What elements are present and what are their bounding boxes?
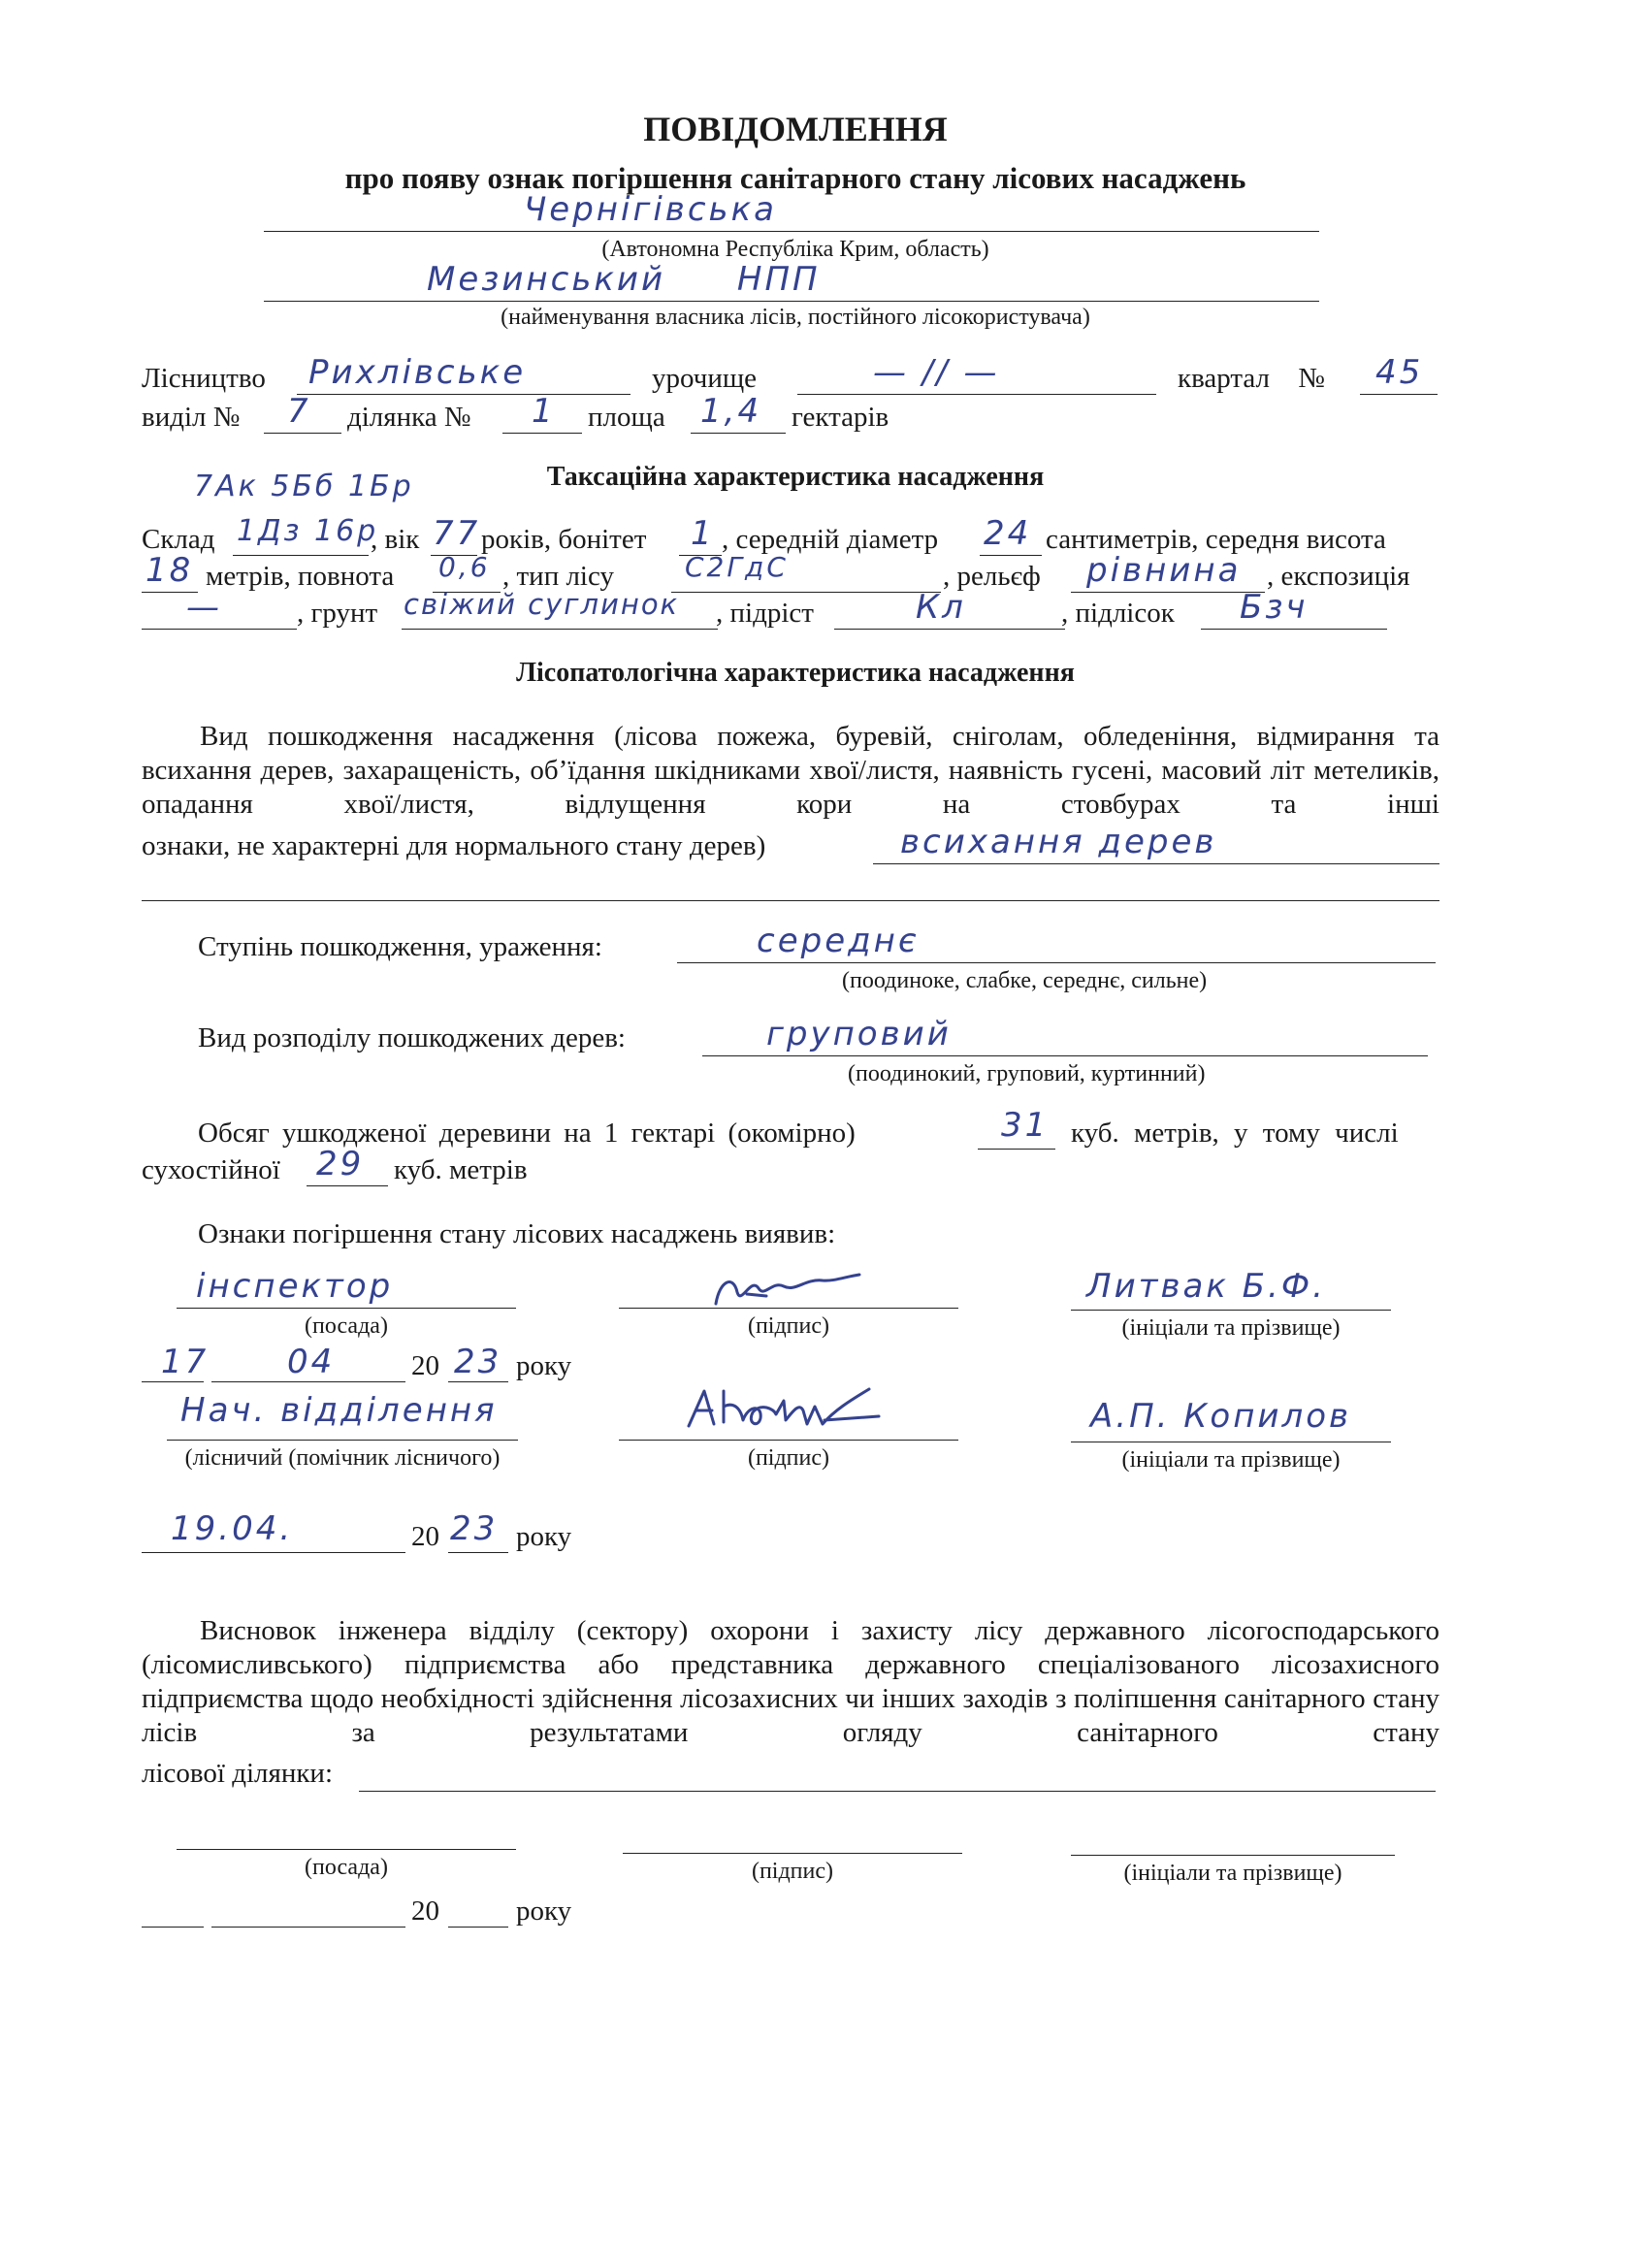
first-year-line: [448, 1381, 508, 1382]
section-line: [264, 433, 341, 434]
second-date-value: 19.04.: [171, 1509, 294, 1548]
first-day-line: [142, 1381, 204, 1382]
soil-line: [402, 629, 718, 630]
second-year-suffix: року: [516, 1521, 572, 1552]
quarter-value: 45: [1375, 353, 1424, 392]
tract-line: [797, 394, 1156, 395]
tract-label: урочище: [652, 363, 758, 394]
second-year-prefix: 20: [411, 1521, 439, 1552]
height-unit: метрів, повнота: [206, 561, 395, 592]
second-position-caption: (лісничий (помічник лісничого): [184, 1445, 501, 1471]
conclusion-signature-line: [623, 1853, 962, 1854]
conclusion-year-suffix: року: [516, 1895, 572, 1927]
first-signature-caption: (підпис): [747, 1313, 830, 1339]
damage-type-line-2: [142, 900, 1439, 901]
dry-line: [307, 1185, 388, 1186]
owner-value: Мезинський НПП: [427, 260, 821, 299]
conclusion-name-caption: (ініціали та прізвище): [1123, 1861, 1342, 1886]
first-position-caption: (посада): [305, 1313, 388, 1339]
volume-value: 31: [1001, 1106, 1050, 1145]
distribution-caption: (поодинокий, груповий, куртинний): [848, 1061, 1206, 1086]
exposition-value: —: [186, 588, 222, 627]
diameter-unit: сантиметрів, середня висота: [1046, 524, 1386, 555]
forest-type-line: [671, 592, 941, 593]
volume-text-2: куб. метрів, у тому числі: [1071, 1118, 1399, 1149]
soil-value: свіжий суглинок: [404, 588, 680, 621]
second-signature-line: [619, 1440, 958, 1441]
conclusion-position-caption: (посада): [305, 1855, 388, 1880]
document-subtitle: про появу ознак погіршення санітарного стану лісових насаджень: [344, 161, 1246, 195]
diameter-value: 24: [984, 514, 1032, 553]
second-position-value: Нач. відділення: [180, 1391, 498, 1430]
diameter-line: [980, 555, 1042, 556]
exposition-label: , експозиція: [1267, 561, 1410, 592]
second-signature-image: [679, 1381, 892, 1440]
density-value: 0,6: [438, 551, 491, 583]
underbrush-label: , підлісок: [1061, 598, 1175, 629]
area-line: [691, 433, 786, 434]
undergrowth-line: [834, 629, 1065, 630]
first-signature-image: [708, 1267, 863, 1312]
conclusion-day-line: [142, 1927, 204, 1928]
age-value: 77: [433, 514, 481, 553]
forestry-line: [297, 394, 630, 395]
conclusion-text: Висновок інженера відділу (сектору) охорони і захисту лісу державного лісогосподарського (лісомисливського) підприємства або представника державного спеціалізованого лісозахисного підприємства щодо необхідності здійснення лісозахисних чи інших заходів з поліпшення санітарного стану лісів за результатами огляду санітарного стану: [142, 1615, 1439, 1748]
conclusion-signature-caption: (підпис): [751, 1859, 834, 1884]
conclusion-name-line: [1071, 1855, 1395, 1856]
conclusion-position-line: [177, 1849, 516, 1850]
relief-value: рівнина: [1086, 551, 1242, 590]
first-month-line: [211, 1381, 405, 1382]
area-unit: гектарів: [792, 402, 889, 433]
composition-label: Склад: [142, 524, 215, 555]
conclusion-year-line: [448, 1927, 508, 1928]
damage-type-text: Вид пошкодження насадження (лісова пожежа, буревій, сніголам, обледеніння, відмирання та всихання дерев, захаращеність, об’їдання шкідниками хвої/листя, наявність гусені, масовий літ метеликів, опадання хвої/листя, відлущення кори на стовбурах та інші: [142, 721, 1439, 820]
degree-caption: (поодиноке, слабке, середнє, сильне): [842, 968, 1208, 993]
plot-value: 1: [532, 392, 556, 431]
tract-value: — // —: [873, 353, 1000, 392]
owner-caption: (найменування власника лісів, постійного лісокористувача): [501, 305, 1090, 330]
relief-label: , рельєф: [943, 561, 1041, 592]
pathology-heading: Лісопатологічна характеристика насадження: [516, 658, 1075, 688]
distribution-value: груповий: [766, 1015, 952, 1053]
first-month-value: 04: [287, 1343, 336, 1381]
degree-line: [677, 962, 1436, 963]
conclusion-line: [359, 1791, 1436, 1792]
underbrush-line: [1201, 629, 1387, 630]
degree-label: Ступінь пошкодження, ураження:: [198, 931, 602, 962]
first-name-value: Литвак Б.Ф.: [1086, 1267, 1326, 1306]
second-year-line: [448, 1552, 508, 1553]
conclusion-year-prefix: 20: [411, 1895, 439, 1927]
first-year-value: 23: [454, 1343, 502, 1381]
damage-type-value: всихання дерев: [900, 823, 1217, 861]
second-position-line: [167, 1440, 518, 1441]
region-value: Чернігівська: [524, 190, 777, 229]
document-title: ПОВІДОМЛЕННЯ: [643, 110, 948, 148]
height-value: 18: [146, 551, 194, 590]
first-name-line: [1071, 1310, 1391, 1311]
taxation-heading: Таксаційна характеристика насадження: [546, 462, 1045, 492]
second-signature-caption: (підпис): [747, 1445, 830, 1471]
region-caption: (Автономна Республіка Крим, область): [601, 237, 989, 262]
quarter-label: квартал №: [1178, 363, 1325, 394]
detected-label: Ознаки погіршення стану лісових насаджень виявив:: [198, 1218, 836, 1249]
diameter-label: , середній діаметр: [722, 524, 939, 555]
forest-type-value: С2ГдС: [685, 551, 789, 583]
forest-type-label: , тип лісу: [502, 561, 614, 592]
conclusion-last-line: лісової ділянки:: [142, 1758, 334, 1789]
second-date-line: [142, 1552, 405, 1553]
first-year-prefix: 20: [411, 1350, 439, 1381]
relief-line: [1071, 592, 1265, 593]
age-label: , вік: [371, 524, 420, 555]
plot-line: [502, 433, 582, 434]
forestry-value: Рихлівське: [308, 353, 527, 392]
forestry-label: Лісництво: [142, 363, 266, 394]
dry-value: 29: [316, 1145, 365, 1183]
area-value: 1,4: [700, 392, 762, 431]
distribution-label: Вид розподілу пошкоджених дерев:: [198, 1022, 626, 1053]
second-year-value: 23: [450, 1509, 499, 1548]
bonitet-value: 1: [691, 514, 715, 553]
undergrowth-label: , підріст: [716, 598, 814, 629]
damage-type-last-line: ознаки, не характерні для нормального стану дерев): [142, 830, 766, 861]
dry-label: сухостійної: [142, 1154, 280, 1185]
plot-label: ділянка №: [347, 402, 471, 433]
undergrowth-value: Кл: [916, 588, 966, 627]
age-unit: років, бонітет: [481, 524, 647, 555]
exposition-line: [142, 629, 297, 630]
second-name-value: А.П. Копилов: [1090, 1397, 1352, 1436]
section-value: 7: [287, 392, 311, 431]
degree-value: середнє: [757, 922, 920, 960]
composition-value: 1Дз 16р: [237, 514, 379, 548]
conclusion-month-line: [211, 1927, 405, 1928]
soil-label: , грунт: [297, 598, 378, 629]
section-label: виділ №: [142, 402, 241, 433]
owner-line: [264, 301, 1319, 302]
area-label: площа: [588, 402, 665, 433]
volume-line: [978, 1149, 1055, 1150]
composition-line: [233, 555, 369, 556]
taxation-note: 7Ак 5Бб 1Бр: [194, 470, 414, 503]
second-name-caption: (ініціали та прізвище): [1121, 1447, 1341, 1473]
region-line: [264, 231, 1319, 232]
first-position-line: [177, 1308, 516, 1309]
quarter-line: [1360, 394, 1438, 395]
damage-type-line: [873, 863, 1439, 864]
first-position-value: інспектор: [196, 1267, 394, 1306]
volume-text-1: Обсяг ушкодженої деревини на 1 гектарі (окомірно): [198, 1118, 856, 1149]
dry-unit: куб. метрів: [394, 1154, 528, 1185]
distribution-line: [702, 1055, 1428, 1056]
first-name-caption: (ініціали та прізвище): [1121, 1315, 1341, 1341]
first-day-value: 17: [161, 1343, 210, 1381]
first-year-suffix: року: [516, 1350, 572, 1381]
underbrush-value: Бзч: [1240, 588, 1309, 627]
